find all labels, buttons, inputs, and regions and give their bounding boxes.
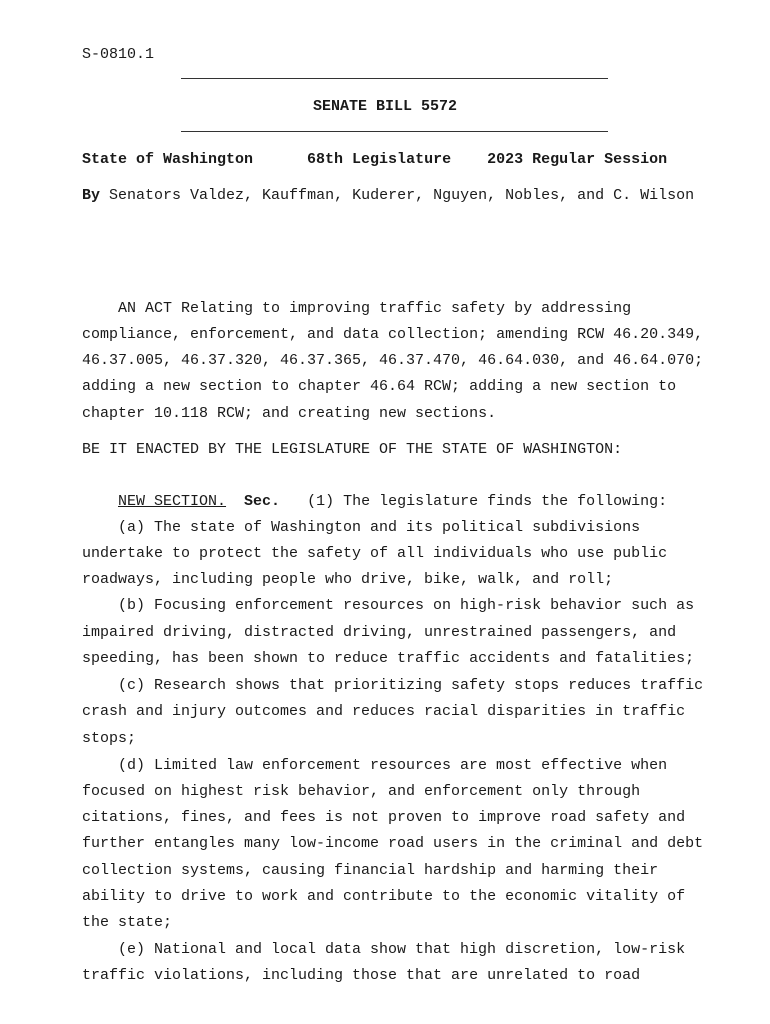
- session-name: 2023 Regular Session: [487, 151, 668, 168]
- act-line: adding a new section to chapter 46.64 RCW; adding a new section to: [82, 378, 677, 395]
- body-line: focused on highest risk behavior, and enforcement only through: [82, 783, 641, 800]
- state-name: State of Washington: [82, 151, 254, 168]
- body-line: the state;: [82, 914, 173, 931]
- act-line: 46.37.005, 46.37.320, 46.37.365, 46.37.470, 46.64.030, and 46.64.070;: [82, 352, 704, 369]
- act-line: chapter 10.118 RCW; and creating new sections.: [82, 405, 497, 422]
- body-line: traffic violations, including those that are unrelated to road: [82, 967, 641, 984]
- legislature-number: 68th Legislature: [307, 151, 452, 168]
- bill-title: [0, 98, 770, 116]
- section-intro: (1) The legislature finds the following:: [307, 493, 668, 510]
- body-line: citations, fines, and fees is not proven to improve road safety and: [82, 809, 686, 826]
- bill-title-text: SENATE BILL 5572: [312, 98, 458, 115]
- title-rule-bottom: [181, 131, 608, 132]
- sponsors-list: Senators Valdez, Kauffman, Kuderer, Nguyen, Nobles, and C. Wilson: [109, 187, 695, 204]
- enacting-clause: BE IT ENACTED BY THE LEGISLATURE OF THE STATE OF WASHINGTON:: [82, 441, 623, 458]
- sec-label: Sec.: [244, 493, 281, 510]
- body-line: roadways, including people who drive, bike, walk, and roll;: [82, 571, 614, 588]
- body-line: (c) Research shows that prioritizing safety stops reduces traffic: [118, 677, 704, 694]
- new-section-label: NEW SECTION.: [118, 493, 227, 510]
- body-line: crash and injury outcomes and reduces racial disparities in traffic: [82, 703, 686, 720]
- body-line: (b) Focusing enforcement resources on high-risk behavior such as: [118, 597, 695, 614]
- body-line: undertake to protect the safety of all individuals who use public: [82, 545, 668, 562]
- body-line: ability to drive to work and contribute to the economic vitality of: [82, 888, 686, 905]
- body-line: (e) National and local data show that high discretion, low-risk: [118, 941, 686, 958]
- body-line: impaired driving, distracted driving, unrestrained passengers, and: [82, 624, 677, 641]
- session-line: [82, 151, 667, 169]
- body-line: collection systems, causing financial hardship and harming their: [82, 862, 659, 879]
- body-line: speeding, has been shown to reduce traffic accidents and fatalities;: [82, 650, 695, 667]
- body-line: (a) The state of Washington and its political subdivisions: [118, 519, 641, 536]
- sponsors-line: [82, 187, 694, 205]
- document-code: S-0810.1: [82, 46, 155, 63]
- body-line: further entangles many low-income road users in the criminal and debt: [82, 835, 704, 852]
- title-rule-top: [181, 78, 608, 79]
- by-label: By: [82, 187, 101, 204]
- act-line: AN ACT Relating to improving traffic safety by addressing: [118, 300, 632, 317]
- section-heading: [82, 493, 667, 511]
- body-line: stops;: [82, 730, 137, 747]
- body-line: (d) Limited law enforcement resources are most effective when: [118, 757, 668, 774]
- act-line: compliance, enforcement, and data collection; amending RCW 46.20.349,: [82, 326, 704, 343]
